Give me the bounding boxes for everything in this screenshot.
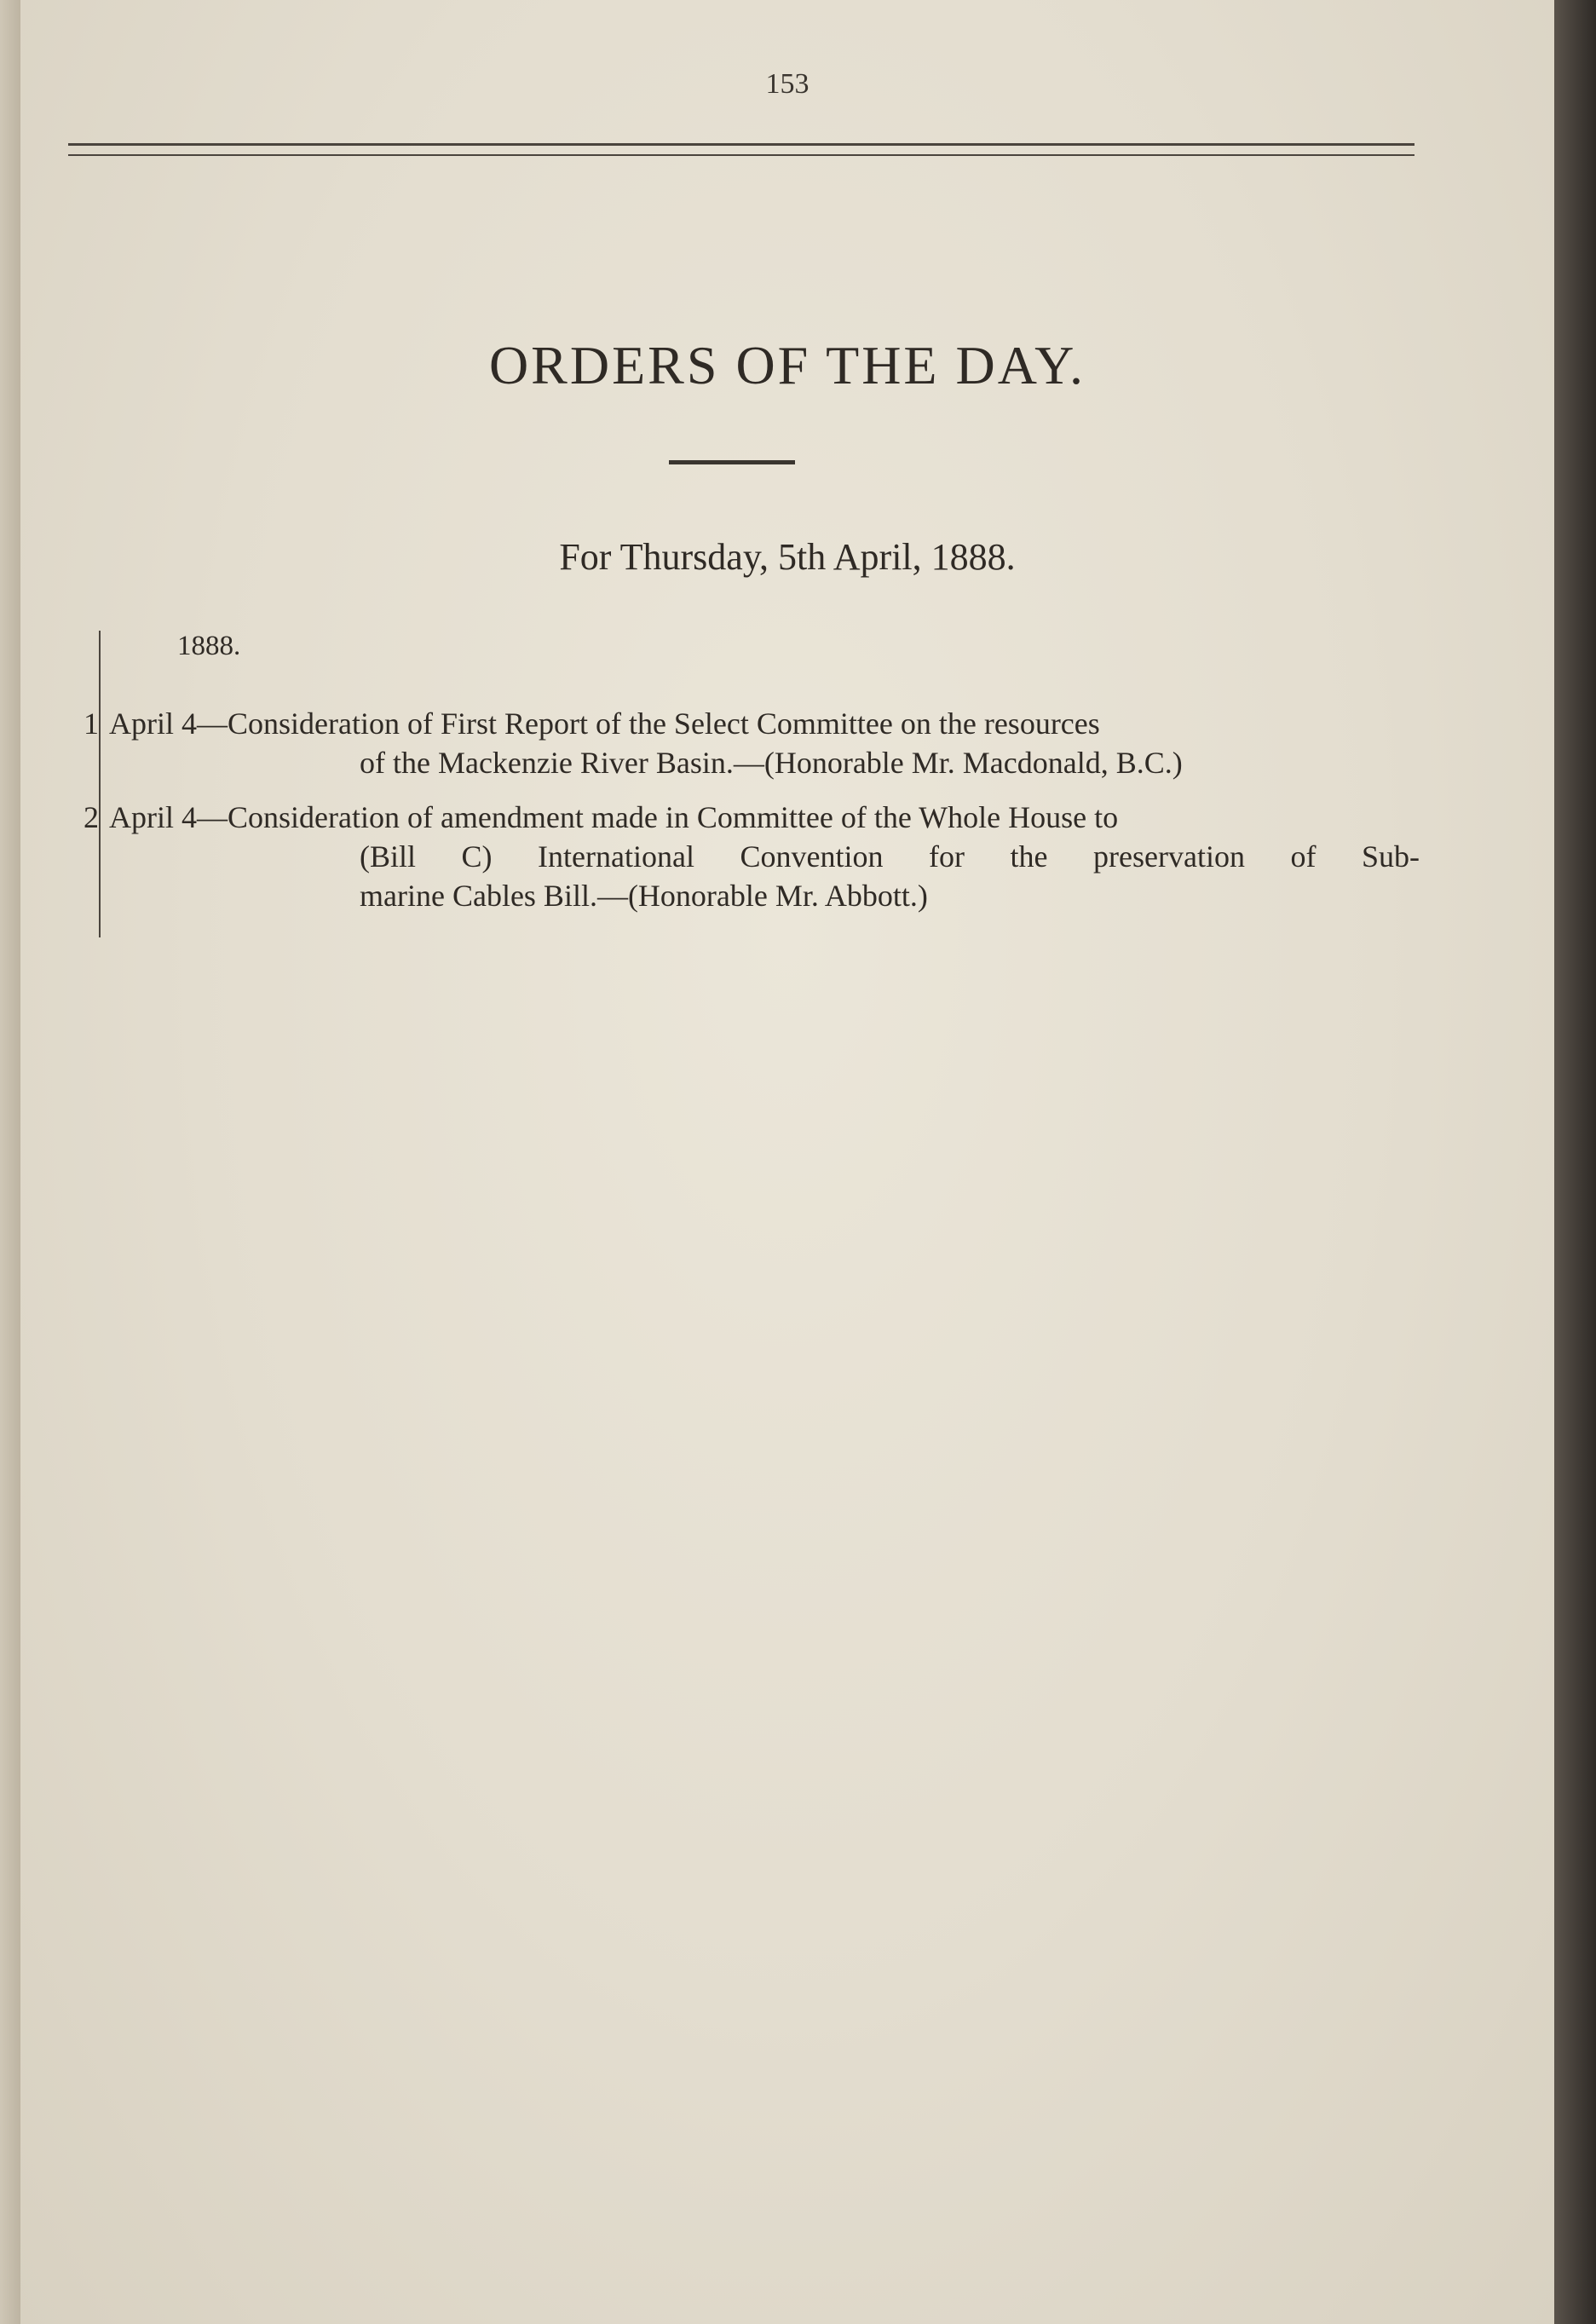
- page-title: ORDERS OF THE DAY.: [488, 335, 1086, 395]
- year-label: 1888.: [177, 631, 241, 661]
- date-heading: For Thursday, 5th April, 1888.: [559, 536, 1016, 578]
- margin-rule: [99, 631, 101, 937]
- order-number: 1: [84, 706, 99, 741]
- document-page: [20, 0, 1554, 2324]
- book-gutter-shadow: [1554, 0, 1596, 2324]
- page-number: 153: [765, 68, 810, 100]
- order-text-line: April 4—Consideration of amendment made in Committee of the Whole House to: [109, 800, 1119, 834]
- book-binding-edge: [0, 0, 20, 2324]
- order-text-line: (Bill C) International Convention for the preservation of Sub-: [360, 839, 1420, 874]
- order-text-line: of the Mackenzie River Basin.—(Honorable Mr. Macdonald, B.C.): [360, 746, 1183, 780]
- order-text-line: marine Cables Bill.—(Honorable Mr. Abbott.): [360, 879, 928, 913]
- title-divider: [669, 460, 795, 464]
- order-text-line: April 4—Consideration of First Report of the Select Committee on the resources: [109, 706, 1100, 741]
- order-number: 2: [84, 800, 99, 834]
- header-rule: [68, 143, 1415, 156]
